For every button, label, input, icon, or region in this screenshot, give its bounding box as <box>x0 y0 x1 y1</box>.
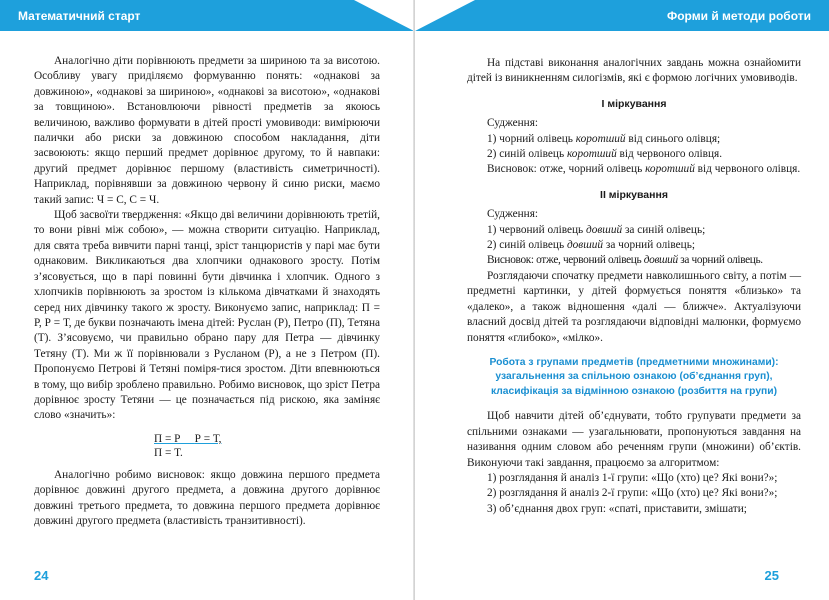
header-band-right <box>415 0 829 31</box>
judgement-item: 1) чорний олівець коротший від синього олівця; <box>487 132 721 145</box>
paragraph: Щоб навчити дітей об’єднувати, тобто групувати предмети за спільними ознаками — узагальнювати, пропонуються завдання на називання одним словом або реченням групи (множини) об’єктів. Виконуючи такі завдання, працюємо за алгоритмом: <box>467 410 801 469</box>
page-number-left: 24 <box>34 568 49 583</box>
judgement-label: Судження: <box>487 208 539 221</box>
algorithm-step: 2) розглядання й аналіз 2-ї групи: «Що (хто) це? Які вони?»; <box>487 487 778 500</box>
paragraph: Аналогічно діти порівнюють предмети за шириною та за висотою. Особливу увагу приділяємо формуванню понять: «однакові за довжиною», «однакові за шириною», «однакові за висотою», «однакові за товщиною». Встановлюючи рівності предметів за якоюсь величиною, важливо формувати в дітей прості умовиводи: вимірюючи палички або риски за довжиною способом накладання, діти засвоюють: якщо перший предмет дорівнює другому, то й навпаки: другий предмет дорівнює першому (властивість симетричності). Наприклад, порівнявши за довжиною червону й синю риски, маємо такий запис: Ч = С, С = Ч. <box>34 55 380 206</box>
section-heading-blue: Робота з групами предметів (предметними множинами): узагальнення за спільною ознакою (об’єднання груп), класифікація за відмінною ознакою (розбиття на групи) <box>489 356 779 397</box>
formula-conclusion: П = Т. <box>154 446 183 459</box>
conclusion: Висновок: отже, чорний олівець коротший від червоного олівця. <box>487 163 801 176</box>
section-heading: ІІ міркування <box>600 188 668 201</box>
judgement-item: 2) синій олівець довший за чорний олівець; <box>487 239 695 252</box>
left-page <box>0 0 414 600</box>
syllogism-formula <box>154 432 380 460</box>
left-text-column <box>34 54 380 529</box>
right-page <box>415 0 829 600</box>
right-text-column <box>467 56 801 517</box>
formula-line-premises <box>154 432 380 446</box>
header-band-corner <box>354 0 414 31</box>
formula-premise-1: П = Р <box>154 432 181 445</box>
conclusion: Висновок: отже, червоний олівець довший за чорний олівець. <box>487 254 763 267</box>
paragraph: Щоб засвоїти твердження: «Якщо дві величини дорівнюють третій, то вони рівні між собою», — можна створити ситуацію. Наприклад, для свята треба вивчити парні танці, зріст танцюристів у парі має бути однаковим. Викликаються два хлопчики однакового зросту. Потім з’ясовується, що в парі повинні бути дівчинка і хлопчик. Одного з хлопчиків порівнюють за зростом із кількома дівчатками й знаходять серед них дівчинку такого ж зросту. Виконуємо запис, наприклад: П = Р, Р = Т, де букви позначають імена дітей: Руслан (Р), Петро (П), Тетяна (Т). З’ясовуємо, чи правильно обрано пару для Петра — дівчинку Тетяну (Т). Ми ж її порівнювали з Русланом (Р), а не з Петром (П). Пропонуємо Петрові й Тетяні поміря-тися зростом. Діти впевнюються в тому, що вибір зроблено правильно. Робимо висновок, що зріст Петра дорівнює зросту Тетяни — це позначається під рискою, яка заміняє слово «значить»: <box>34 209 380 422</box>
formula-gap <box>180 433 194 445</box>
section-heading: І міркування <box>601 97 667 110</box>
paragraph: Розглядаючи спочатку предмети навколишнього світу, а потім — предметні картинки, у дітей формується поняття «близько» та «далеко», а також відношення «далі — ближче». Актуалізуючи власний досвід дітей та розглядаючи відповідні малюнки, формуємо поняття «глибоко», «мілко». <box>467 269 801 344</box>
paragraph: Аналогічно робимо висновок: якщо довжина першого предмета дорівнює довжині другого предмета, а довжина другого дорівнює довжині третього предмета, то довжина першого предмета дорівнює довжині другого предмета (властивість транзитивності). <box>34 468 380 527</box>
header-band-corner <box>415 0 475 31</box>
formula-premise-2: Р = Т, <box>194 432 222 445</box>
judgement-item: 1) червоний олівець довший за синій олівець; <box>487 223 706 236</box>
running-header-left: Математичний старт <box>18 9 141 23</box>
header-band-left <box>0 0 414 31</box>
paragraph: На підставі виконання аналогічних завдань можна ознайомити дітей із виникненням силогізмів, які є формою логічних умовиводів. <box>467 57 801 85</box>
running-header-right: Форми й методи роботи <box>666 9 811 23</box>
judgement-label: Судження: <box>487 117 539 130</box>
algorithm-step: 1) розглядання й аналіз 1-ї групи: «Що (хто) це? Які вони?»; <box>487 472 778 485</box>
page-number-right: 25 <box>764 568 779 583</box>
algorithm-step: 3) об’єднання двох груп: «спаті, приставити, змішати; <box>487 502 747 515</box>
judgement-item: 2) синій олівець коротший від червоного олівця. <box>487 148 723 161</box>
